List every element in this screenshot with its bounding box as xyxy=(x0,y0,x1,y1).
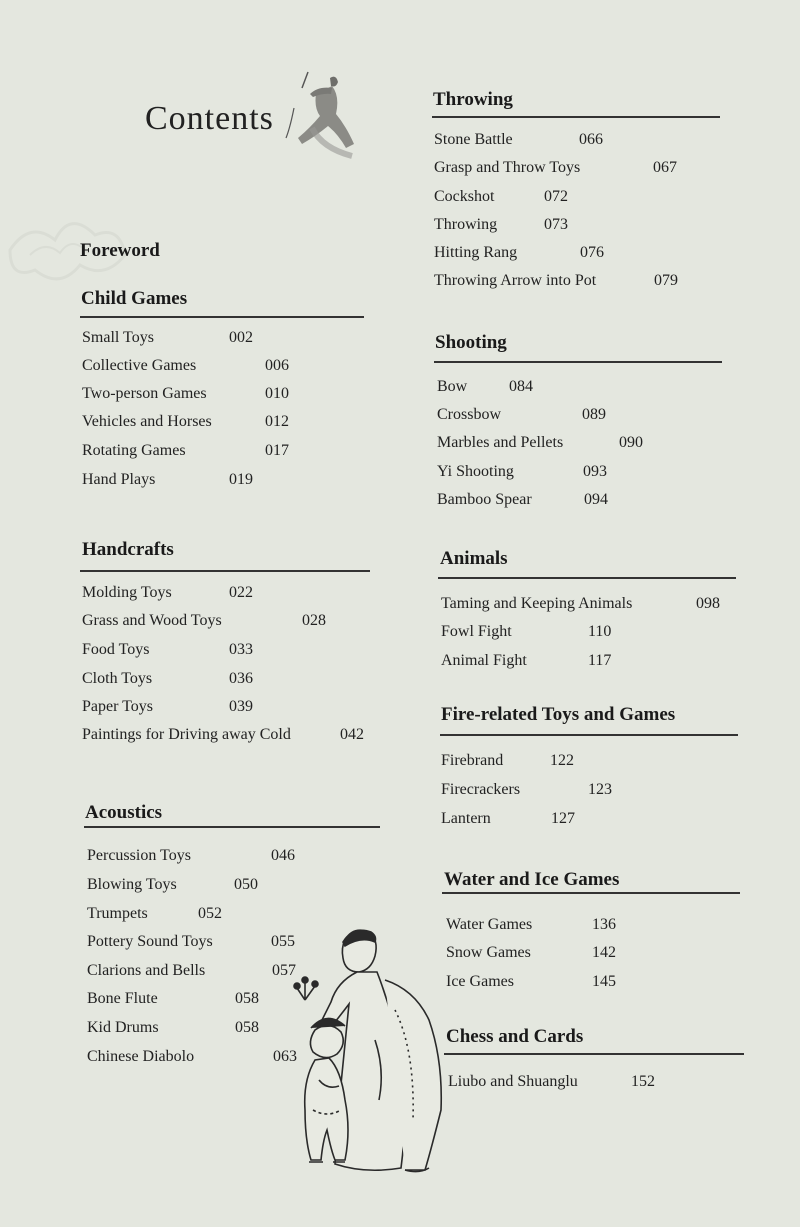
section-title-shooting[interactable]: Shooting xyxy=(435,332,507,353)
entry-page: 136 xyxy=(592,916,616,933)
entry-label: Percussion Toys xyxy=(87,847,191,864)
entry-label: Stone Battle xyxy=(434,131,513,148)
entry-page: 019 xyxy=(229,471,253,488)
toc-entry[interactable] xyxy=(87,962,296,980)
entry-page: 006 xyxy=(265,357,289,374)
toc-entry[interactable] xyxy=(446,944,616,962)
toc-entry[interactable] xyxy=(87,876,258,894)
entry-page: 084 xyxy=(509,378,533,395)
entry-label: Liubo and Shuanglu xyxy=(448,1073,578,1090)
toc-entry[interactable] xyxy=(87,933,295,951)
entry-page: 028 xyxy=(302,612,326,629)
toc-entry[interactable] xyxy=(441,652,612,670)
entry-page: 017 xyxy=(265,442,289,459)
section-divider xyxy=(434,361,722,363)
entry-page: 094 xyxy=(584,491,608,508)
toc-entry[interactable] xyxy=(434,244,604,262)
toc-entry[interactable] xyxy=(441,752,574,770)
toc-entry[interactable] xyxy=(82,413,289,431)
entry-label: Cockshot xyxy=(434,188,495,205)
section-title-throwing[interactable]: Throwing xyxy=(433,89,513,110)
entry-label: Bone Flute xyxy=(87,990,158,1007)
toc-entry[interactable] xyxy=(434,216,568,234)
entry-page: 058 xyxy=(235,990,259,1007)
dancer-figure-illustration xyxy=(282,68,364,168)
entry-label: Bamboo Spear xyxy=(437,491,532,508)
entry-page: 127 xyxy=(551,810,575,827)
woman-and-child-illustration xyxy=(285,920,450,1190)
entry-page: 057 xyxy=(272,962,296,979)
entry-page: 066 xyxy=(579,131,603,148)
toc-entry[interactable] xyxy=(82,471,253,489)
entry-page: 058 xyxy=(235,1019,259,1036)
entry-label: Trumpets xyxy=(87,905,148,922)
section-divider xyxy=(80,316,364,318)
toc-entry[interactable] xyxy=(87,905,222,923)
entry-page: 076 xyxy=(580,244,604,261)
entry-page: 123 xyxy=(588,781,612,798)
toc-entry[interactable] xyxy=(82,329,253,347)
entry-label: Grass and Wood Toys xyxy=(82,612,222,629)
entry-label: Bow xyxy=(437,378,468,395)
entry-label: Animal Fight xyxy=(441,652,527,669)
entry-label: Kid Drums xyxy=(87,1019,159,1036)
toc-entry[interactable] xyxy=(82,670,253,688)
section-divider xyxy=(80,570,370,572)
entry-page: 055 xyxy=(271,933,295,950)
entry-label: Hitting Rang xyxy=(434,244,518,261)
entry-page: 063 xyxy=(273,1048,297,1065)
section-divider xyxy=(438,577,736,579)
entry-label: Small Toys xyxy=(82,329,154,346)
entry-label: Pottery Sound Toys xyxy=(87,933,213,950)
section-title-water-and-ice[interactable]: Water and Ice Games xyxy=(444,869,620,890)
toc-entry[interactable] xyxy=(446,973,616,991)
toc-entry[interactable] xyxy=(82,357,289,375)
entry-label: Rotating Games xyxy=(82,442,186,459)
section-divider xyxy=(444,1053,744,1055)
toc-entry[interactable] xyxy=(82,442,289,460)
entry-page: 046 xyxy=(271,847,295,864)
entry-page: 002 xyxy=(229,329,253,346)
toc-entry[interactable] xyxy=(437,434,643,452)
entry-label: Paper Toys xyxy=(82,698,154,715)
entry-label: Two-person Games xyxy=(82,385,207,402)
toc-entry[interactable] xyxy=(437,378,533,396)
toc-entry[interactable] xyxy=(87,1048,297,1066)
toc-entry[interactable] xyxy=(441,781,612,799)
toc-entry[interactable] xyxy=(446,916,616,934)
toc-entry[interactable] xyxy=(437,463,607,481)
toc-entry[interactable] xyxy=(87,990,259,1008)
entry-label: Vehicles and Horses xyxy=(82,413,212,430)
toc-entry[interactable] xyxy=(448,1073,655,1091)
entry-page: 042 xyxy=(340,726,364,743)
foreword-heading[interactable]: Foreword xyxy=(80,240,160,261)
section-divider xyxy=(440,734,738,736)
toc-entry[interactable] xyxy=(87,1019,259,1037)
entry-page: 090 xyxy=(619,434,643,451)
entry-label: Throwing xyxy=(434,216,498,233)
entry-label: Lantern xyxy=(441,810,491,827)
entry-page: 036 xyxy=(229,670,253,687)
toc-entry[interactable] xyxy=(87,847,295,865)
entry-label: Molding Toys xyxy=(82,584,172,601)
page-title: Contents xyxy=(145,100,274,137)
entry-page: 098 xyxy=(696,595,720,612)
toc-entry[interactable] xyxy=(82,698,253,716)
section-title-animals[interactable]: Animals xyxy=(440,548,508,569)
toc-entry[interactable] xyxy=(437,491,608,509)
toc-entry[interactable] xyxy=(82,584,253,602)
entry-label: Ice Games xyxy=(446,973,514,990)
entry-page: 145 xyxy=(592,973,616,990)
toc-entry[interactable] xyxy=(82,641,253,659)
entry-label: Food Toys xyxy=(82,641,150,658)
entry-page: 093 xyxy=(583,463,607,480)
entry-label: Marbles and Pellets xyxy=(437,434,564,451)
entry-label: Throwing Arrow into Pot xyxy=(434,272,597,289)
entry-label: Paintings for Driving away Cold xyxy=(82,726,291,743)
entry-page: 073 xyxy=(544,216,568,233)
entry-label: Blowing Toys xyxy=(87,876,177,893)
entry-page: 142 xyxy=(592,944,616,961)
entry-page: 012 xyxy=(265,413,289,430)
toc-entry[interactable] xyxy=(441,810,575,828)
toc-entry[interactable] xyxy=(441,623,612,641)
entry-page: 110 xyxy=(588,623,612,640)
toc-entry[interactable] xyxy=(82,612,326,630)
entry-page: 050 xyxy=(234,876,258,893)
section-divider xyxy=(442,892,740,894)
entry-page: 052 xyxy=(198,905,222,922)
toc-entry[interactable] xyxy=(82,726,364,744)
entry-page: 022 xyxy=(229,584,253,601)
toc-entry[interactable] xyxy=(434,188,568,206)
entry-label: Snow Games xyxy=(446,944,531,961)
entry-label: Hand Plays xyxy=(82,471,156,488)
entry-page: 079 xyxy=(654,272,678,289)
entry-label: Firebrand xyxy=(441,752,504,769)
toc-entry[interactable] xyxy=(82,385,289,403)
entry-label: Yi Shooting xyxy=(437,463,514,480)
entry-page: 089 xyxy=(582,406,606,423)
entry-label: Collective Games xyxy=(82,357,197,374)
entry-label: Cloth Toys xyxy=(82,670,153,687)
section-title-handcrafts[interactable]: Handcrafts xyxy=(82,539,174,560)
section-title-acoustics[interactable]: Acoustics xyxy=(85,802,163,823)
toc-entry[interactable] xyxy=(434,131,603,149)
entry-page: 010 xyxy=(265,385,289,402)
entry-label: Taming and Keeping Animals xyxy=(441,595,633,612)
section-title-fire-related[interactable]: Fire-related Toys and Games xyxy=(441,704,676,725)
entry-page: 039 xyxy=(229,698,253,715)
entry-label: Grasp and Throw Toys xyxy=(434,159,581,176)
entry-page: 122 xyxy=(550,752,574,769)
entry-label: Crossbow xyxy=(437,406,502,423)
toc-entry[interactable] xyxy=(441,595,720,613)
toc-entry[interactable] xyxy=(437,406,606,424)
section-divider xyxy=(84,826,380,828)
entry-page: 117 xyxy=(588,652,612,669)
toc-entry[interactable] xyxy=(434,272,678,290)
entry-page: 152 xyxy=(631,1073,655,1090)
entry-page: 067 xyxy=(653,159,677,176)
entry-page: 072 xyxy=(544,188,568,205)
section-divider xyxy=(432,116,720,118)
entry-label: Water Games xyxy=(446,916,533,933)
entry-label: Chinese Diabolo xyxy=(87,1048,195,1065)
section-title-chess-and-cards[interactable]: Chess and Cards xyxy=(446,1026,584,1047)
entry-label: Fowl Fight xyxy=(441,623,512,640)
entry-page: 033 xyxy=(229,641,253,658)
section-title-child-games[interactable]: Child Games xyxy=(81,288,188,309)
toc-entry[interactable] xyxy=(434,159,677,177)
entry-label: Clarions and Bells xyxy=(87,962,206,979)
entry-label: Firecrackers xyxy=(441,781,521,798)
